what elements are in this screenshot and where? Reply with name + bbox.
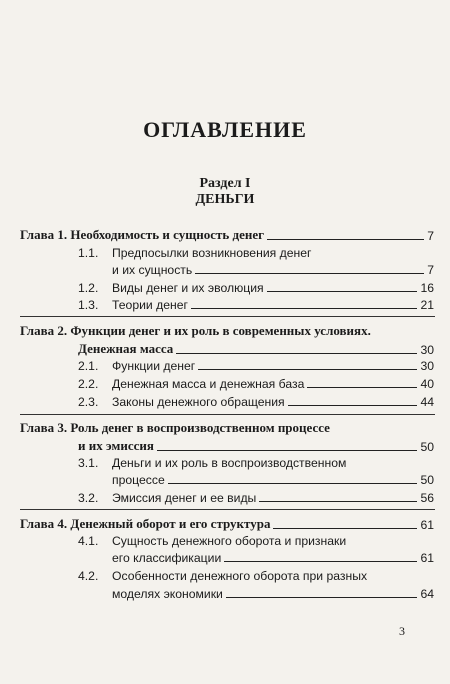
- toc-chapter-2-title[interactable]: Глава 2. Функции денег и их роль в современных условиях.: [20, 323, 371, 338]
- toc-item-1-3[interactable]: [78, 298, 434, 312]
- item-number: 2.1.: [78, 359, 99, 373]
- section-name: ДЕНЬГИ: [195, 192, 255, 207]
- toc-chapter-4[interactable]: [20, 516, 434, 532]
- item-number: 2.3.: [78, 395, 99, 409]
- chapter-title: Глава 1. Необходимость и сущность денег: [20, 227, 265, 242]
- toc-item-3-2[interactable]: [78, 491, 434, 505]
- item-title: Законы денежного обращения: [112, 395, 285, 409]
- toc-item-4-1-cont[interactable]: [112, 551, 434, 565]
- page-number: 61: [420, 518, 434, 532]
- toc-item-2-2[interactable]: [78, 377, 434, 391]
- item-number: 3.1.: [78, 456, 99, 470]
- page-folio: 3: [399, 624, 405, 638]
- toc-item-1-1[interactable]: [78, 246, 434, 260]
- chapter-title-cont: и их эмиссия: [78, 438, 154, 453]
- item-number: 1.1.: [78, 246, 99, 260]
- dot-leader: [307, 387, 417, 388]
- dot-leader: [273, 528, 417, 529]
- item-number: 3.2.: [78, 491, 99, 505]
- chapter-divider: [20, 509, 435, 510]
- item-title-cont: процессе: [112, 473, 165, 487]
- chapter-divider: [20, 316, 435, 317]
- item-title-cont: и их сущность: [112, 263, 193, 277]
- toc-item-4-2[interactable]: [78, 569, 434, 583]
- toc-item-1-2[interactable]: [78, 281, 434, 295]
- dot-leader: [267, 291, 418, 292]
- toc-item-4-2-cont[interactable]: [112, 587, 434, 601]
- item-number: 2.2.: [78, 377, 99, 391]
- page-number: 44: [420, 395, 434, 409]
- page-number: 64: [420, 587, 434, 601]
- page-number: 30: [420, 359, 434, 373]
- item-title: Особенности денежного оборота при разных: [112, 569, 368, 583]
- page-number: 7: [427, 229, 434, 243]
- page-number: 40: [420, 377, 434, 391]
- dot-leader: [168, 483, 418, 484]
- dot-leader: [267, 239, 424, 240]
- toc-item-2-3[interactable]: [78, 395, 434, 409]
- item-title: Эмиссия денег и ее виды: [112, 491, 257, 505]
- item-title: Деньги и их роль в воспроизводственном: [112, 456, 347, 470]
- chapter-divider: [20, 414, 435, 415]
- chapter-title-cont: Денежная масса: [78, 341, 174, 356]
- dot-leader: [191, 308, 417, 309]
- item-title: Предпосылки возникновения денег: [112, 246, 312, 260]
- page-number: 30: [420, 343, 434, 357]
- item-title: Виды денег и их эволюция: [112, 281, 264, 295]
- item-number: 4.1.: [78, 534, 99, 548]
- page-number: 50: [420, 473, 434, 487]
- toc-item-1-1-cont[interactable]: [112, 263, 434, 277]
- dot-leader: [224, 561, 417, 562]
- toc-item-4-1[interactable]: [78, 534, 434, 548]
- item-title-cont: моделях экономики: [112, 587, 223, 601]
- dot-leader: [259, 501, 417, 502]
- item-number: 4.2.: [78, 569, 99, 583]
- page-number: 16: [420, 281, 434, 295]
- dot-leader: [288, 405, 418, 406]
- item-title: Теории денег: [112, 298, 188, 312]
- dot-leader: [176, 353, 417, 354]
- dot-leader: [195, 273, 424, 274]
- toc-chapter-2[interactable]: [78, 341, 434, 357]
- item-title: Денежная масса и денежная база: [112, 377, 305, 391]
- item-title-cont: его классификации: [112, 551, 222, 565]
- toc-chapter-3-title[interactable]: Глава 3. Роль денег в воспроизводственном процессе: [20, 420, 330, 435]
- page-number: 56: [420, 491, 434, 505]
- chapter-title: Глава 4. Денежный оборот и его структура: [20, 516, 271, 531]
- dot-leader: [226, 597, 418, 598]
- toc-item-3-1-cont[interactable]: [112, 473, 434, 487]
- toc-item-2-1[interactable]: [78, 359, 434, 373]
- item-title: Функции денег: [112, 359, 196, 373]
- page-number: 7: [427, 263, 434, 277]
- section-label: Раздел I: [199, 176, 251, 191]
- page-number: 21: [420, 298, 434, 312]
- page-number: 61: [420, 551, 434, 565]
- dot-leader: [198, 369, 417, 370]
- item-number: 1.3.: [78, 298, 99, 312]
- toc-chapter-1[interactable]: [20, 227, 434, 243]
- toc-item-3-1[interactable]: [78, 456, 434, 470]
- item-title: Сущность денежного оборота и признаки: [112, 534, 347, 548]
- toc-chapter-3[interactable]: [78, 438, 434, 454]
- item-number: 1.2.: [78, 281, 99, 295]
- page-title: ОГЛАВЛЕНИЕ: [143, 117, 307, 142]
- page-number: 50: [420, 440, 434, 454]
- dot-leader: [157, 450, 418, 451]
